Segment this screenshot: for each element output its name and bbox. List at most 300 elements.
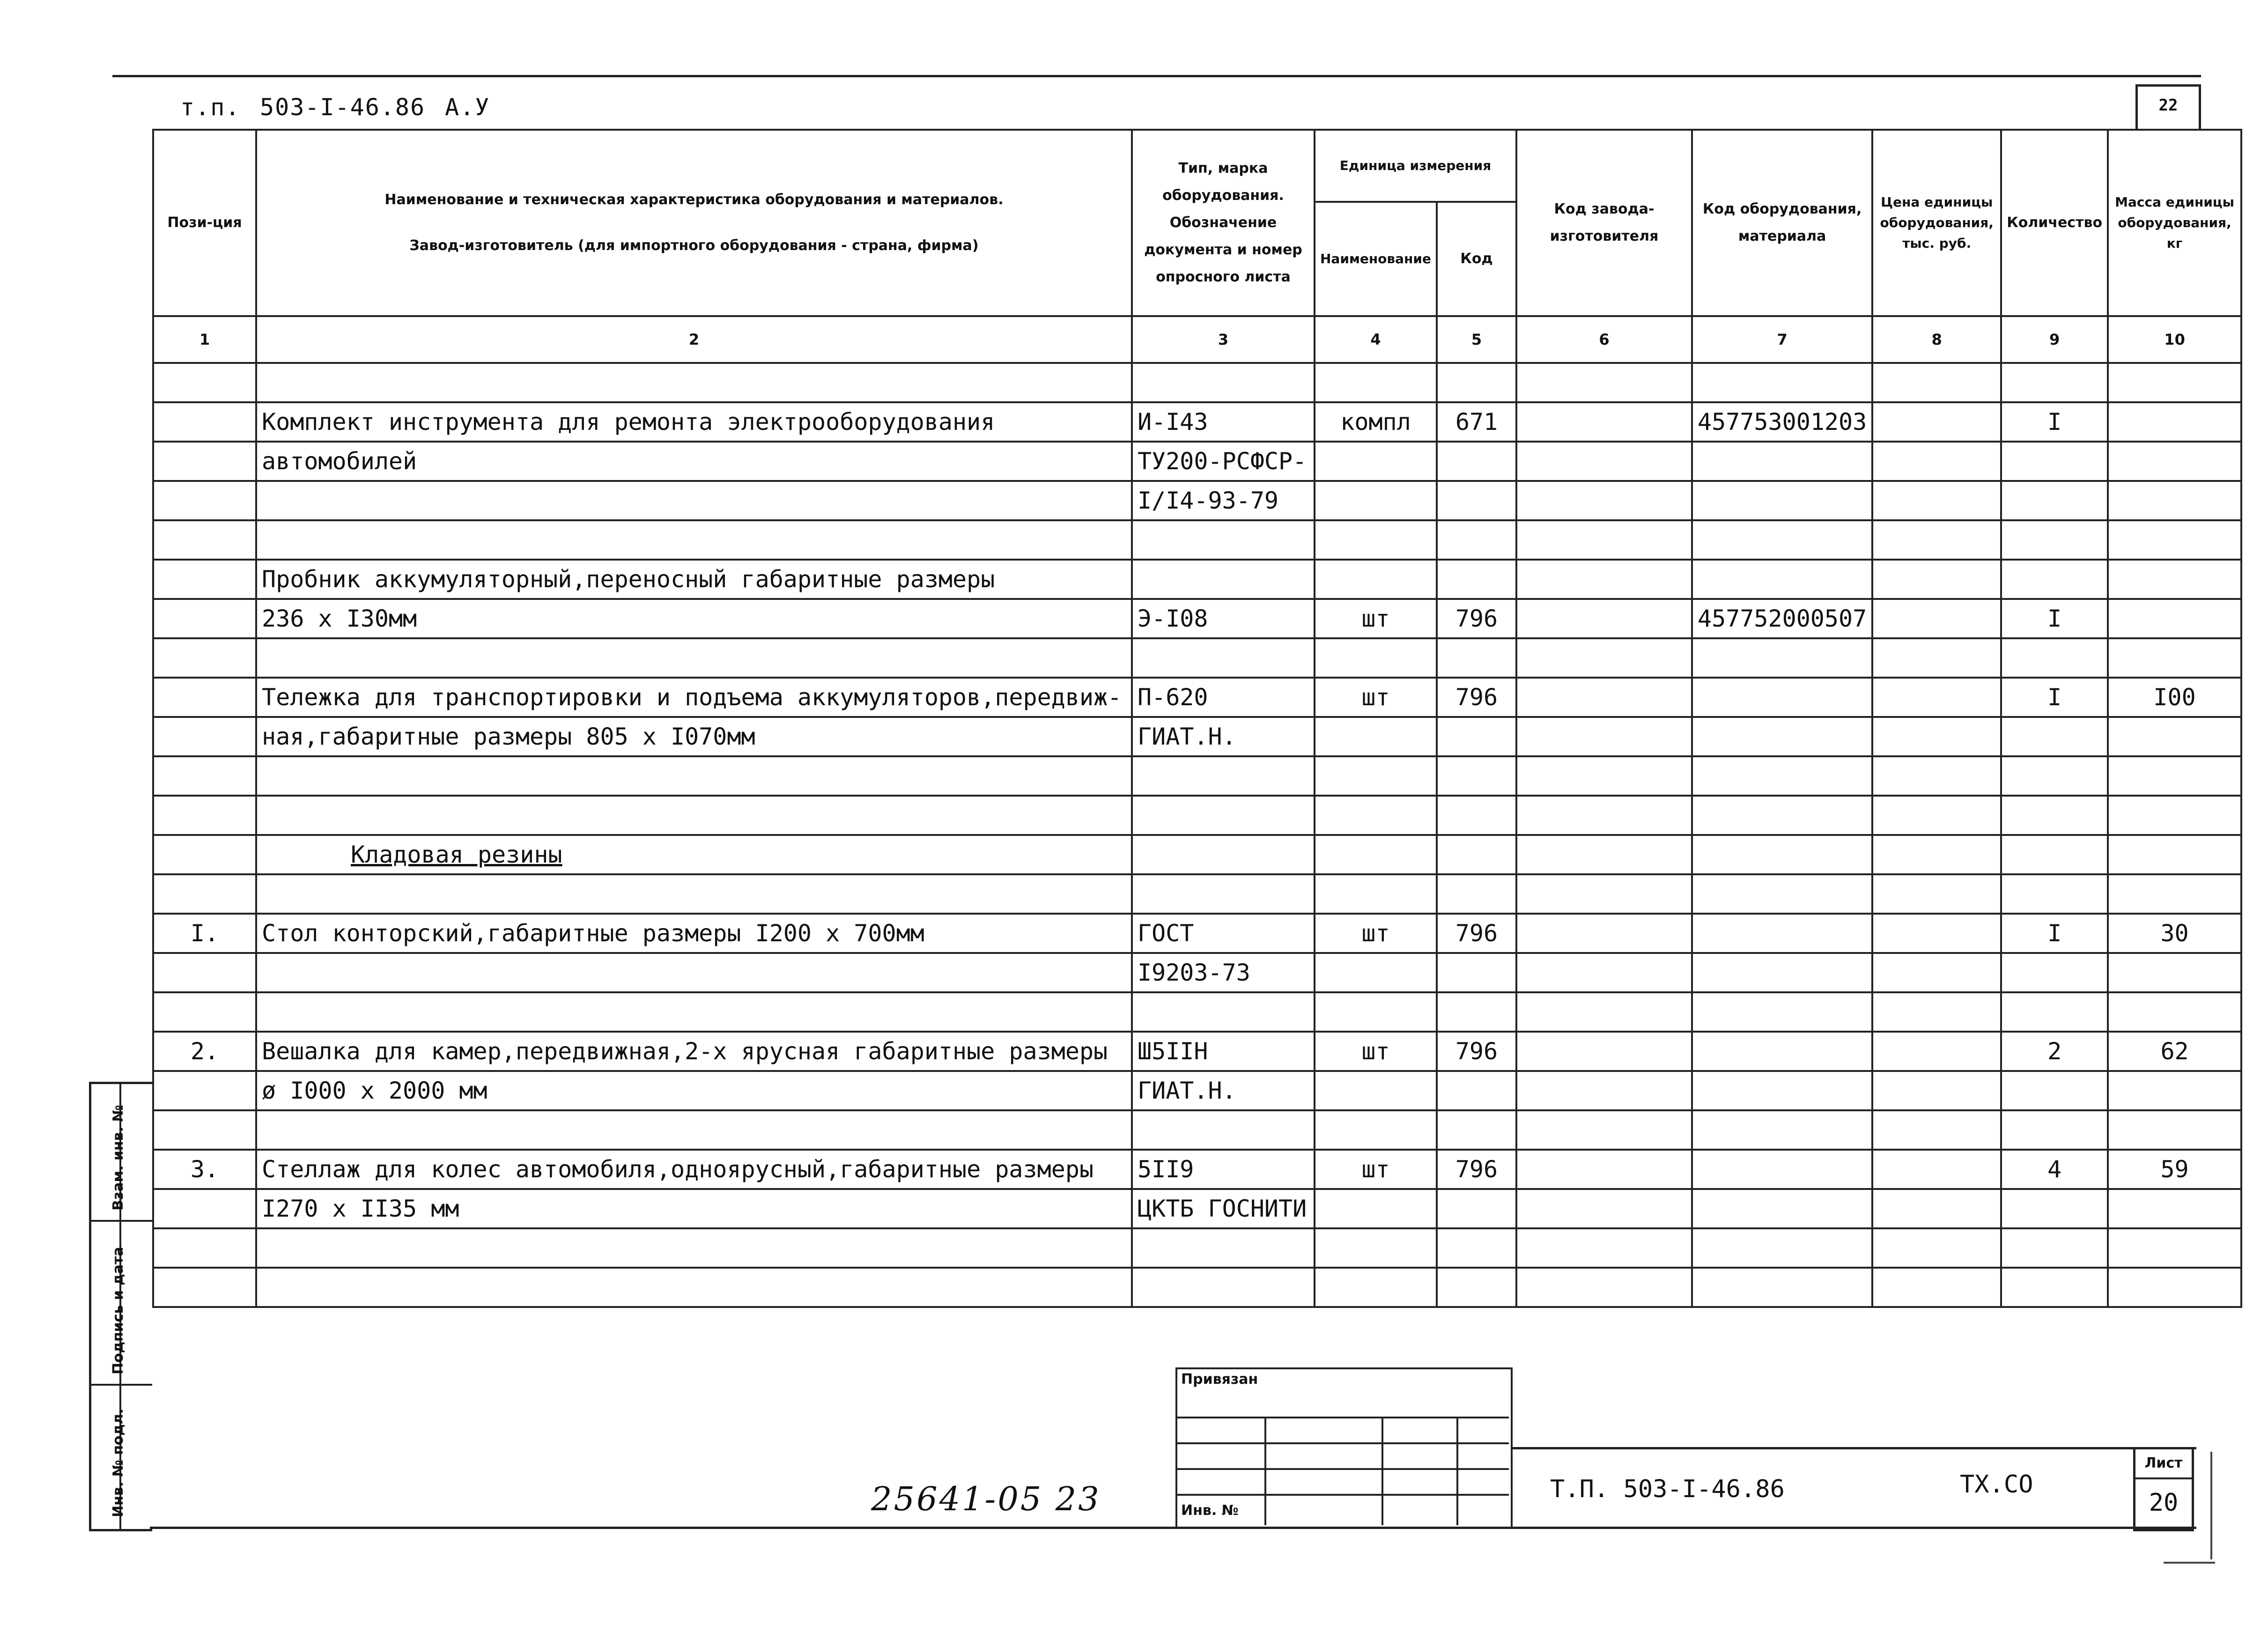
row-mass — [2108, 874, 2241, 914]
row-name — [256, 638, 1132, 678]
row-quantity: 4 — [2001, 1150, 2108, 1189]
row-position — [153, 874, 256, 914]
right-edge-line — [2210, 1452, 2212, 1559]
row-mfr-code — [1516, 363, 1692, 402]
row-position — [153, 1110, 256, 1150]
title-mark: ТХ.СО — [1960, 1470, 2033, 1499]
row-name: I270 x II35 мм — [256, 1189, 1132, 1228]
row-unit-code — [1437, 1228, 1516, 1268]
col-header-price: Цена единицы оборудования, тыс. руб. — [1872, 130, 2001, 316]
row-name — [256, 835, 1132, 874]
row-name: Стол конторский,габаритные размеры I200 x 700мм — [256, 914, 1132, 953]
row-unit-code — [1437, 796, 1516, 835]
row-name: Пробник аккумуляторный,переносный габаритные размеры — [256, 560, 1132, 599]
table-row — [153, 1268, 2241, 1307]
row-mass — [2108, 835, 2241, 874]
col-number: 9 — [2001, 316, 2108, 363]
row-unit: шт — [1315, 914, 1437, 953]
row-price — [1872, 874, 2001, 914]
row-mass — [2108, 796, 2241, 835]
row-name: 236 x I30мм — [256, 599, 1132, 638]
row-type — [1132, 756, 1315, 796]
row-type: I9203-73 — [1132, 953, 1315, 992]
row-equip-code — [1692, 678, 1872, 717]
row-mass — [2108, 992, 2241, 1032]
table-row — [153, 953, 2241, 992]
row-price — [1872, 481, 2001, 520]
row-name — [256, 953, 1132, 992]
col-header-quantity: Количество — [2001, 130, 2108, 316]
row-equip-code — [1692, 1150, 1872, 1189]
row-quantity — [2001, 992, 2108, 1032]
row-mass — [2108, 1110, 2241, 1150]
header-row-1 — [153, 130, 2241, 202]
row-unit — [1315, 874, 1437, 914]
row-position — [153, 953, 256, 992]
row-type — [1132, 1228, 1315, 1268]
row-mass — [2108, 363, 2241, 402]
table-row — [153, 1228, 2241, 1268]
row-equip-code — [1692, 796, 1872, 835]
stamp-line — [1175, 1442, 1509, 1444]
row-mass — [2108, 1189, 2241, 1228]
row-unit-code — [1437, 638, 1516, 678]
row-mfr-code — [1516, 638, 1692, 678]
row-name — [256, 520, 1132, 560]
row-unit: шт — [1315, 599, 1437, 638]
row-mass — [2108, 560, 2241, 599]
row-name — [256, 1110, 1132, 1150]
row-mass — [2108, 442, 2241, 481]
stamp-label-inv: Инв. № — [1181, 1502, 1239, 1519]
row-equip-code — [1692, 363, 1872, 402]
row-price — [1872, 402, 2001, 442]
col-header-position: Пози-ция — [153, 130, 256, 316]
row-equip-code — [1692, 1189, 1872, 1228]
col-number: 4 — [1315, 316, 1437, 363]
row-price — [1872, 1071, 2001, 1110]
row-position — [153, 442, 256, 481]
row-position — [153, 638, 256, 678]
row-price — [1872, 1150, 2001, 1189]
row-position — [153, 717, 256, 756]
row-equip-code — [1692, 520, 1872, 560]
row-equip-code — [1692, 1228, 1872, 1268]
row-price — [1872, 1189, 2001, 1228]
row-name — [256, 363, 1132, 402]
row-quantity — [2001, 835, 2108, 874]
row-quantity — [2001, 796, 2108, 835]
row-unit-code — [1437, 520, 1516, 560]
row-unit — [1315, 796, 1437, 835]
row-quantity: I — [2001, 678, 2108, 717]
table-row — [153, 874, 2241, 914]
row-mass — [2108, 953, 2241, 992]
row-type — [1132, 835, 1315, 874]
row-unit-code — [1437, 442, 1516, 481]
row-name: Вешалка для камер,передвижная,2-х ярусная габаритные размеры — [256, 1032, 1132, 1071]
row-quantity: I — [2001, 599, 2108, 638]
row-position — [153, 796, 256, 835]
row-unit-code: 796 — [1437, 1032, 1516, 1071]
row-mass: I00 — [2108, 678, 2241, 717]
row-unit — [1315, 1110, 1437, 1150]
table-row — [153, 1150, 2241, 1189]
row-type — [1132, 1268, 1315, 1307]
row-unit — [1315, 1228, 1437, 1268]
row-name: Комплект инструмента для ремонта электрооборудования — [256, 402, 1132, 442]
row-type: П-620 — [1132, 678, 1315, 717]
stamp-line — [1175, 1417, 1509, 1418]
stamp-line — [1381, 1417, 1383, 1525]
strip-label-inv: Инв. № подл. — [110, 1408, 126, 1517]
row-type — [1132, 560, 1315, 599]
row-unit — [1315, 756, 1437, 796]
row-unit-code — [1437, 363, 1516, 402]
row-position — [153, 481, 256, 520]
row-price — [1872, 678, 2001, 717]
row-price — [1872, 599, 2001, 638]
table-row — [153, 442, 2241, 481]
row-type — [1132, 638, 1315, 678]
row-position — [153, 1189, 256, 1228]
bottom-rule — [150, 1527, 2196, 1529]
col-number: 7 — [1692, 316, 1872, 363]
row-name — [256, 756, 1132, 796]
row-price — [1872, 992, 2001, 1032]
row-type — [1132, 992, 1315, 1032]
row-mfr-code — [1516, 717, 1692, 756]
row-name: автомобилей — [256, 442, 1132, 481]
row-position — [153, 835, 256, 874]
row-unit-code — [1437, 1110, 1516, 1150]
table-row — [153, 1110, 2241, 1150]
row-mass: 62 — [2108, 1032, 2241, 1071]
table-row — [153, 992, 2241, 1032]
row-mass: 30 — [2108, 914, 2241, 953]
stamp-line — [1175, 1494, 1509, 1496]
col-number: 10 — [2108, 316, 2241, 363]
section-title: Кладовая резины — [351, 841, 562, 868]
header-project: 503-I-46.86 — [260, 94, 426, 121]
sheet-label: Лист — [2135, 1449, 2192, 1479]
row-mfr-code — [1516, 756, 1692, 796]
row-position — [153, 560, 256, 599]
row-mfr-code — [1516, 1110, 1692, 1150]
row-equip-code — [1692, 1071, 1872, 1110]
table-row — [153, 363, 2241, 402]
col-header-unit-code: Код — [1437, 202, 1516, 316]
row-unit-code — [1437, 756, 1516, 796]
row-quantity — [2001, 1071, 2108, 1110]
row-price — [1872, 520, 2001, 560]
row-mass — [2108, 599, 2241, 638]
row-price — [1872, 796, 2001, 835]
table-row — [153, 796, 2241, 835]
row-quantity — [2001, 953, 2108, 992]
row-unit — [1315, 1071, 1437, 1110]
row-mfr-code — [1516, 402, 1692, 442]
row-position: I. — [153, 914, 256, 953]
row-price — [1872, 835, 2001, 874]
col-header-name-line1: Наименование и техническая характеристика оборудования и материалов. — [384, 192, 1004, 208]
row-name — [256, 796, 1132, 835]
row-equip-code — [1692, 835, 1872, 874]
strip-cell-inv — [91, 1384, 152, 1527]
row-type — [1132, 796, 1315, 835]
table-row — [153, 1189, 2241, 1228]
col-number: 3 — [1132, 316, 1315, 363]
row-price — [1872, 363, 2001, 402]
table-row — [153, 1032, 2241, 1071]
row-type — [1132, 1110, 1315, 1150]
row-unit — [1315, 992, 1437, 1032]
row-mass — [2108, 1071, 2241, 1110]
row-type: 5II9 — [1132, 1150, 1315, 1189]
col-header-name-line2: Завод-изготовитель (для импортного оборудования - страна, фирма) — [409, 237, 979, 254]
row-unit-code — [1437, 560, 1516, 599]
specification-table — [152, 129, 2242, 1308]
row-unit: шт — [1315, 678, 1437, 717]
table-row — [153, 914, 2241, 953]
row-quantity — [2001, 520, 2108, 560]
row-quantity — [2001, 874, 2108, 914]
row-unit-code: 671 — [1437, 402, 1516, 442]
row-mfr-code — [1516, 835, 1692, 874]
row-price — [1872, 717, 2001, 756]
row-price — [1872, 914, 2001, 953]
row-mfr-code — [1516, 1228, 1692, 1268]
col-header-type: Тип, марка оборудования. Обозначение документа и номер опросного листа — [1132, 130, 1315, 316]
row-price — [1872, 756, 2001, 796]
row-mfr-code — [1516, 520, 1692, 560]
col-header-mfr-code: Код завода-изготовителя — [1516, 130, 1692, 316]
row-equip-code — [1692, 481, 1872, 520]
row-quantity — [2001, 1110, 2108, 1150]
row-name — [256, 481, 1132, 520]
row-price — [1872, 638, 2001, 678]
row-unit — [1315, 638, 1437, 678]
table-row — [153, 599, 2241, 638]
row-equip-code — [1692, 442, 1872, 481]
col-header-mass: Масса единицы оборудования, кг — [2108, 130, 2241, 316]
row-type — [1132, 363, 1315, 402]
row-unit-code — [1437, 874, 1516, 914]
row-type: ГОСТ — [1132, 914, 1315, 953]
row-equip-code — [1692, 1032, 1872, 1071]
col-number: 8 — [1872, 316, 2001, 363]
title-block — [1513, 1447, 2196, 1531]
table-row — [153, 638, 2241, 678]
column-number-row — [153, 316, 2241, 363]
row-unit — [1315, 481, 1437, 520]
row-mfr-code — [1516, 953, 1692, 992]
table-row — [153, 678, 2241, 717]
row-unit — [1315, 717, 1437, 756]
row-quantity — [2001, 442, 2108, 481]
row-mfr-code — [1516, 1032, 1692, 1071]
row-price — [1872, 953, 2001, 992]
row-mfr-code — [1516, 992, 1692, 1032]
row-name: Тележка для транспортировки и подъема аккумуляторов,передвиж- — [256, 678, 1132, 717]
row-type: I/I4-93-79 — [1132, 481, 1315, 520]
strip-cell-vzam — [91, 1084, 152, 1222]
row-equip-code — [1692, 756, 1872, 796]
sheet-number: 20 — [2149, 1489, 2179, 1517]
row-mass — [2108, 1228, 2241, 1268]
table-row — [153, 756, 2241, 796]
binding-stamp — [1175, 1367, 1513, 1529]
row-type: И-I43 — [1132, 402, 1315, 442]
row-unit: шт — [1315, 1032, 1437, 1071]
row-unit-code — [1437, 992, 1516, 1032]
row-type: Ш5IIН — [1132, 1032, 1315, 1071]
right-edge-tick — [2164, 1562, 2215, 1564]
row-quantity — [2001, 1228, 2108, 1268]
row-unit-code — [1437, 717, 1516, 756]
row-quantity — [2001, 1268, 2108, 1307]
row-unit — [1315, 953, 1437, 992]
row-quantity: I — [2001, 914, 2108, 953]
row-mfr-code — [1516, 796, 1692, 835]
row-price — [1872, 1228, 2001, 1268]
row-unit-code — [1437, 481, 1516, 520]
stamp-label-privyazan: Привязан — [1181, 1371, 1258, 1388]
row-mfr-code — [1516, 678, 1692, 717]
row-equip-code — [1692, 914, 1872, 953]
row-mass — [2108, 638, 2241, 678]
row-mfr-code — [1516, 442, 1692, 481]
row-position — [153, 599, 256, 638]
row-position: 2. — [153, 1032, 256, 1071]
col-number: 2 — [256, 316, 1132, 363]
table-row — [153, 560, 2241, 599]
row-unit-code: 796 — [1437, 1150, 1516, 1189]
row-mfr-code — [1516, 1150, 1692, 1189]
row-type: ГИАТ.Н. — [1132, 717, 1315, 756]
row-mass — [2108, 402, 2241, 442]
header-section: А.У — [445, 94, 490, 121]
row-unit-code: 796 — [1437, 914, 1516, 953]
row-position — [153, 678, 256, 717]
row-unit — [1315, 520, 1437, 560]
col-header-name — [256, 130, 1132, 316]
col-number: 5 — [1437, 316, 1516, 363]
row-quantity — [2001, 1189, 2108, 1228]
row-name: ø I000 x 2000 мм — [256, 1071, 1132, 1110]
row-equip-code — [1692, 1268, 1872, 1307]
row-quantity — [2001, 363, 2108, 402]
stamp-line — [1175, 1468, 1509, 1470]
row-position — [153, 520, 256, 560]
row-name — [256, 1228, 1132, 1268]
stamp-line — [1456, 1417, 1458, 1525]
row-unit-code: 796 — [1437, 599, 1516, 638]
table-row — [153, 402, 2241, 442]
row-mfr-code — [1516, 914, 1692, 953]
row-unit — [1315, 1268, 1437, 1307]
row-position — [153, 1071, 256, 1110]
row-unit — [1315, 363, 1437, 402]
row-quantity — [2001, 638, 2108, 678]
row-quantity: 2 — [2001, 1032, 2108, 1071]
top-rule — [112, 75, 2201, 77]
col-header-unit-group: Единица измерения — [1315, 130, 1516, 202]
row-position — [153, 363, 256, 402]
row-position — [153, 992, 256, 1032]
row-equip-code — [1692, 1110, 1872, 1150]
strip-cell-podpis — [91, 1220, 152, 1386]
col-header-unit-name: Наименование — [1315, 202, 1437, 316]
row-position — [153, 402, 256, 442]
col-number: 1 — [153, 316, 256, 363]
row-unit-code — [1437, 1189, 1516, 1228]
table-row — [153, 717, 2241, 756]
row-unit — [1315, 442, 1437, 481]
row-mfr-code — [1516, 1071, 1692, 1110]
row-quantity — [2001, 717, 2108, 756]
col-header-equip-code: Код оборудования, материала — [1692, 130, 1872, 316]
row-position — [153, 1268, 256, 1307]
row-name: Стеллаж для колес автомобиля,одноярусный,габаритные размеры — [256, 1150, 1132, 1189]
row-type: ТУ200-РСФСР- — [1132, 442, 1315, 481]
row-mfr-code — [1516, 1268, 1692, 1307]
row-equip-code — [1692, 560, 1872, 599]
row-mass — [2108, 756, 2241, 796]
col-number: 6 — [1516, 316, 1692, 363]
row-price — [1872, 442, 2001, 481]
title-doc-code: Т.П. 503-I-46.86 — [1550, 1475, 1785, 1503]
row-unit — [1315, 1189, 1437, 1228]
table-row — [153, 481, 2241, 520]
row-unit-code — [1437, 1071, 1516, 1110]
row-unit: компл — [1315, 402, 1437, 442]
row-mass — [2108, 1268, 2241, 1307]
row-unit — [1315, 560, 1437, 599]
row-price — [1872, 1032, 2001, 1071]
sheet-box — [2133, 1447, 2194, 1531]
header-prefix: т.п. — [180, 94, 241, 121]
row-equip-code — [1692, 717, 1872, 756]
row-price — [1872, 1268, 2001, 1307]
row-unit: шт — [1315, 1150, 1437, 1189]
row-mfr-code — [1516, 481, 1692, 520]
row-unit-code: 796 — [1437, 678, 1516, 717]
row-type: ГИАТ.Н. — [1132, 1071, 1315, 1110]
row-position — [153, 756, 256, 796]
row-type — [1132, 874, 1315, 914]
row-name — [256, 1268, 1132, 1307]
row-price — [1872, 560, 2001, 599]
row-name — [256, 992, 1132, 1032]
row-equip-code: 457752000507 — [1692, 599, 1872, 638]
row-position — [153, 1228, 256, 1268]
table-row — [153, 520, 2241, 560]
row-equip-code — [1692, 992, 1872, 1032]
row-equip-code: 457753001203 — [1692, 402, 1872, 442]
row-quantity — [2001, 756, 2108, 796]
row-mass — [2108, 717, 2241, 756]
row-type: ЦКТБ ГОСНИТИ — [1132, 1189, 1315, 1228]
row-unit-code — [1437, 953, 1516, 992]
row-name — [256, 874, 1132, 914]
row-unit-code — [1437, 1268, 1516, 1307]
row-mfr-code — [1516, 599, 1692, 638]
row-equip-code — [1692, 874, 1872, 914]
table-row — [153, 835, 2241, 874]
left-margin-strip — [89, 1082, 152, 1531]
row-quantity — [2001, 560, 2108, 599]
